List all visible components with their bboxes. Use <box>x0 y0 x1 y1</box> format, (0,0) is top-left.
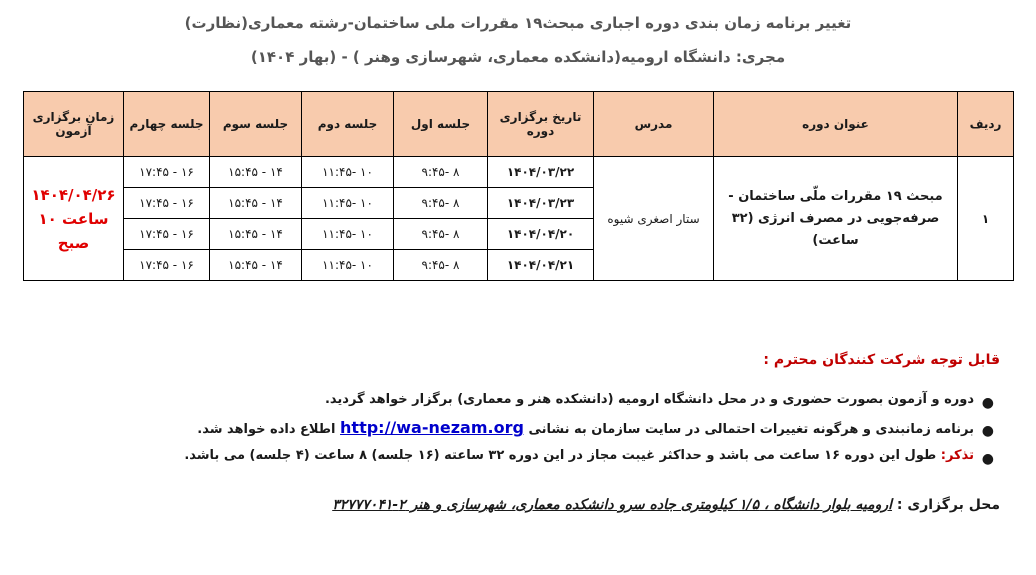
session4-cell: ۱۶ - ۱۷:۴۵ <box>124 188 210 219</box>
note-text: طول این دوره ۱۶ ساعت می باشد و حداکثر غیبت مجاز در این دوره ۳۲ ساعته (۱۶ جلسه) ۸ ساعت (۴ جلسه) می باشد. <box>184 448 937 463</box>
exam-hour: ساعت ۱۰ صبح <box>38 209 109 252</box>
session2-cell: ۱۰ -۱۱:۴۵ <box>302 157 394 188</box>
bullet-icon: ● <box>981 423 994 439</box>
session1-cell: ۸ -۹:۴۵ <box>394 188 488 219</box>
session4-cell: ۱۶ - ۱۷:۴۵ <box>124 250 210 281</box>
session-date-cell: ۱۴۰۴/۰۴/۲۰ <box>488 219 594 250</box>
header-course-title: عنوان دوره <box>714 92 958 157</box>
session3-cell: ۱۴ - ۱۵:۴۵ <box>210 219 302 250</box>
session2-cell: ۱۰ -۱۱:۴۵ <box>302 250 394 281</box>
session1-cell: ۸ -۹:۴۵ <box>394 157 488 188</box>
session3-cell: ۱۴ - ۱۵:۴۵ <box>210 250 302 281</box>
bullet-icon: ● <box>981 395 994 411</box>
note-text: اطلاع داده خواهد شد. <box>197 422 336 437</box>
note-text: دوره و آزمون بصورت حضوری و در محل دانشگاه ارومیه (دانشکده هنر و معماری) برگزار خواهد گردید. <box>324 392 974 407</box>
session-date-cell: ۱۴۰۴/۰۳/۲۳ <box>488 188 594 219</box>
session4-cell: ۱۶ - ۱۷:۴۵ <box>124 157 210 188</box>
session1-cell: ۸ -۹:۴۵ <box>394 219 488 250</box>
note-text: برنامه زمانبندی و هرگونه تغییرات احتمالی در سایت سازمان به نشانی <box>528 422 974 437</box>
course-title-cell: مبحث ۱۹ مقررات ملّی ساختمان - صرفه‌جویی در مصرف انرژی (۳۲ ساعت) <box>714 157 958 281</box>
session4-cell: ۱۶ - ۱۷:۴۵ <box>124 219 210 250</box>
exam-date: ۱۴۰۴/۰۴/۲۶ <box>31 185 116 204</box>
session2-cell: ۱۰ -۱۱:۴۵ <box>302 188 394 219</box>
website-link[interactable]: http://wa-nezam.org <box>340 418 524 437</box>
venue-label: محل برگزاری : <box>896 497 1000 513</box>
reminder-label: تذکر: <box>940 448 974 463</box>
schedule-table <box>23 91 1014 281</box>
list-item <box>120 389 994 417</box>
session-date-cell: ۱۴۰۴/۰۴/۲۱ <box>488 250 594 281</box>
venue <box>332 497 1000 513</box>
session-date-cell: ۱۴۰۴/۰۳/۲۲ <box>488 157 594 188</box>
header-date: تاریخ برگزاری دوره <box>488 92 594 157</box>
header-row-no: ردیف <box>958 92 1014 157</box>
venue-address: ارومیه بلوار دانشگاه ، ۱/۵ کیلومتری جاده سرو دانشکده معماری، شهرسازی و هنر ۲-۳۲۷۷۷۰۴۱ <box>332 497 893 513</box>
attention-heading: قابل توجه شرکت کنندگان محترم : <box>763 352 1000 368</box>
header-session3: جلسه سوم <box>210 92 302 157</box>
page-subtitle: مجری: دانشگاه ارومیه(دانشکده معماری، شهرسازی وهنر ) - (بهار ۱۴۰۴) <box>250 48 786 66</box>
header-session4: جلسه چهارم <box>124 92 210 157</box>
table-header-row <box>24 92 1014 157</box>
header-exam-time: زمان برگزاری آزمون <box>24 92 124 157</box>
page-title: تغییر برنامه زمان بندی دوره اجباری مبحث۱۹ مقررات ملی ساختمان-رشته معماری(نظارت) <box>184 14 852 32</box>
header-session1: جلسه اول <box>394 92 488 157</box>
header-instructor: مدرس <box>594 92 714 157</box>
list-item <box>120 445 994 473</box>
list-item <box>120 417 994 445</box>
session2-cell: ۱۰ -۱۱:۴۵ <box>302 219 394 250</box>
session1-cell: ۸ -۹:۴۵ <box>394 250 488 281</box>
notes-list <box>120 389 996 473</box>
row-no-cell: ۱ <box>958 157 1014 281</box>
instructor-cell: ستار اصغری شیوه <box>594 157 714 281</box>
header-session2: جلسه دوم <box>302 92 394 157</box>
bullet-icon: ● <box>981 451 994 467</box>
table-row <box>24 157 1014 188</box>
session3-cell: ۱۴ - ۱۵:۴۵ <box>210 157 302 188</box>
session3-cell: ۱۴ - ۱۵:۴۵ <box>210 188 302 219</box>
exam-time-cell <box>24 157 124 281</box>
